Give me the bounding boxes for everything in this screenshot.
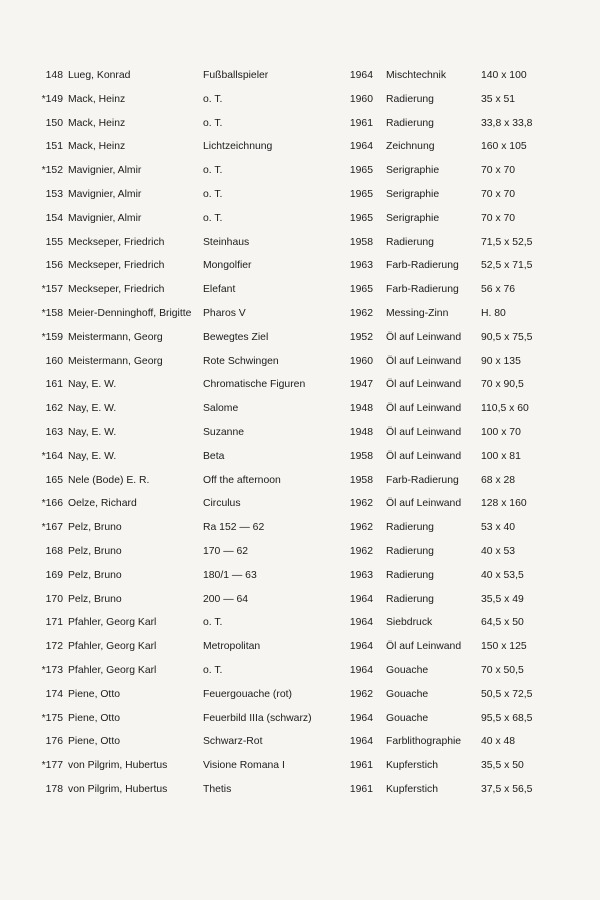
work-size: 35,5 x 50	[481, 760, 524, 772]
work-technique: Öl auf Leinwand	[386, 355, 462, 367]
artist-name: Pelz, Bruno	[68, 522, 122, 534]
work-size: 100 x 70	[481, 426, 521, 438]
work-title: Elefant	[203, 284, 236, 296]
work-year: 1964	[349, 617, 373, 629]
catalog-row	[0, 88, 600, 112]
catalog-number: *152	[41, 165, 63, 177]
work-size: 70 x 70	[481, 188, 516, 200]
work-title: Feuerbild IIIa (schwarz)	[203, 712, 312, 724]
work-year: 1962	[349, 545, 373, 557]
artist-name: Pelz, Bruno	[68, 569, 122, 581]
work-size: 33,8 x 33,8	[481, 117, 533, 129]
artist-name: Meckseper, Friedrich	[68, 284, 165, 296]
work-size: 90 x 135	[481, 355, 521, 367]
work-technique: Gouache	[386, 688, 429, 700]
work-title: Visione Romana I	[203, 760, 285, 772]
work-technique: Serigraphie	[386, 212, 440, 224]
catalog-row	[0, 326, 600, 350]
catalog-row	[0, 254, 600, 278]
catalog-number: *157	[41, 284, 63, 296]
work-size: 64,5 x 50	[481, 617, 524, 629]
catalog-row	[0, 183, 600, 207]
work-title: Bewegtes Ziel	[203, 331, 269, 343]
work-title: Suzanne	[203, 426, 245, 438]
artist-name: Nele (Bode) E. R.	[68, 474, 150, 486]
work-year: 1965	[349, 188, 373, 200]
artist-name: Meckseper, Friedrich	[68, 260, 165, 272]
work-technique: Radierung	[386, 117, 434, 129]
work-size: 160 x 105	[481, 141, 527, 153]
work-technique: Radierung	[386, 545, 434, 557]
catalog-row	[0, 64, 600, 88]
artist-name: Mack, Heinz	[68, 141, 126, 153]
work-technique: Kupferstich	[386, 783, 438, 795]
catalog-number: 155	[45, 236, 63, 248]
work-size: 71,5 x 52,5	[481, 236, 533, 248]
work-size: 90,5 x 75,5	[481, 331, 533, 343]
work-technique: Kupferstich	[386, 760, 438, 772]
work-title: o. T.	[203, 93, 223, 105]
work-title: Lichtzeichnung	[203, 141, 273, 153]
catalog-number: *159	[41, 331, 63, 343]
work-year: 1962	[349, 522, 373, 534]
catalog-number: 171	[45, 617, 63, 629]
catalog-row	[0, 516, 600, 540]
artist-name: Mavignier, Almir	[68, 165, 142, 177]
work-technique: Mischtechnik	[386, 70, 447, 81]
artist-name: Nay, E. W.	[68, 379, 117, 391]
work-year: 1965	[349, 212, 373, 224]
work-size: 50,5 x 72,5	[481, 688, 533, 700]
artist-name: Nay, E. W.	[68, 426, 117, 438]
catalog-number: 170	[45, 593, 63, 605]
catalog-row	[0, 397, 600, 421]
artist-name: Mack, Heinz	[68, 93, 126, 105]
work-technique: Öl auf Leinwand	[386, 426, 462, 438]
work-technique: Öl auf Leinwand	[386, 403, 462, 415]
work-technique: Öl auf Leinwand	[386, 450, 462, 462]
work-year: 1965	[349, 284, 373, 296]
work-technique: Radierung	[386, 236, 434, 248]
work-technique: Radierung	[386, 93, 434, 105]
work-year: 1964	[349, 736, 373, 748]
catalog-number: 165	[45, 474, 63, 486]
work-year: 1962	[349, 498, 373, 510]
catalog-row	[0, 492, 600, 516]
catalog-row	[0, 754, 600, 778]
work-year: 1958	[349, 236, 373, 248]
work-technique: Farb-Radierung	[386, 284, 459, 296]
artist-name: Meckseper, Friedrich	[68, 236, 165, 248]
work-title: o. T.	[203, 617, 223, 629]
work-year: 1962	[349, 307, 373, 319]
catalog-number: 160	[45, 355, 63, 367]
work-size: 100 x 81	[481, 450, 521, 462]
work-technique: Farb-Radierung	[386, 474, 459, 486]
catalog-number: *167	[41, 522, 63, 534]
catalog-number: 178	[45, 783, 63, 795]
work-title: Circulus	[203, 498, 241, 510]
catalog-number: *164	[41, 450, 63, 462]
catalog-list	[0, 64, 600, 802]
artist-name: Piene, Otto	[68, 712, 120, 724]
work-title: o. T.	[203, 212, 223, 224]
work-size: 52,5 x 71,5	[481, 260, 533, 272]
work-size: H. 80	[481, 307, 506, 319]
work-year: 1961	[349, 783, 373, 795]
work-title: Off the afternoon	[203, 474, 281, 486]
work-year: 1961	[349, 760, 373, 772]
work-size: 70 x 70	[481, 212, 516, 224]
work-size: 40 x 48	[481, 736, 516, 748]
artist-name: Pelz, Bruno	[68, 593, 122, 605]
work-year: 1964	[349, 712, 373, 724]
work-technique: Messing-Zinn	[386, 307, 449, 319]
work-size: 56 x 76	[481, 284, 516, 296]
catalog-row	[0, 231, 600, 255]
catalog-number: 172	[45, 641, 63, 653]
work-year: 1964	[349, 141, 373, 153]
work-technique: Öl auf Leinwand	[386, 641, 462, 653]
artist-name: Nay, E. W.	[68, 403, 117, 415]
work-technique: Zeichnung	[386, 141, 435, 153]
artist-name: Pfahler, Georg Karl	[68, 664, 157, 676]
work-title: Fußballspieler	[203, 70, 269, 81]
catalog-number: 161	[45, 379, 63, 391]
work-title: 200 — 64	[203, 593, 249, 605]
artist-name: Pfahler, Georg Karl	[68, 617, 157, 629]
work-technique: Radierung	[386, 569, 434, 581]
catalog-row	[0, 302, 600, 326]
work-size: 140 x 100	[481, 70, 527, 81]
catalog-row	[0, 540, 600, 564]
catalog-number: 174	[45, 688, 63, 700]
catalog-row	[0, 159, 600, 183]
catalog-number: 156	[45, 260, 63, 272]
work-title: o. T.	[203, 188, 223, 200]
work-technique: Gouache	[386, 712, 429, 724]
work-title: o. T.	[203, 664, 223, 676]
work-title: Beta	[203, 450, 225, 462]
work-technique: Öl auf Leinwand	[386, 498, 462, 510]
work-year: 1960	[349, 93, 373, 105]
work-technique: Farblithographie	[386, 736, 462, 748]
work-year: 1963	[349, 260, 373, 272]
work-title: Steinhaus	[203, 236, 250, 248]
work-size: 40 x 53,5	[481, 569, 524, 581]
catalog-number: 162	[45, 403, 63, 415]
work-technique: Gouache	[386, 664, 429, 676]
work-year: 1958	[349, 474, 373, 486]
catalog-row	[0, 707, 600, 731]
catalog-number: *175	[41, 712, 63, 724]
catalog-number: *173	[41, 664, 63, 676]
catalog-number: 163	[45, 426, 63, 438]
catalog-row	[0, 445, 600, 469]
work-size: 128 x 160	[481, 498, 527, 510]
catalog-number: 154	[45, 212, 63, 224]
work-year: 1948	[349, 426, 373, 438]
work-year: 1964	[349, 664, 373, 676]
work-size: 70 x 70	[481, 165, 516, 177]
catalog-number: *158	[41, 307, 63, 319]
work-title: o. T.	[203, 117, 223, 129]
work-size: 37,5 x 56,5	[481, 783, 533, 795]
work-year: 1964	[349, 641, 373, 653]
catalog-number: 176	[45, 736, 63, 748]
work-technique: Radierung	[386, 522, 434, 534]
work-title: Thetis	[203, 783, 232, 795]
artist-name: Pelz, Bruno	[68, 545, 122, 557]
work-title: Chromatische Figuren	[203, 379, 306, 391]
work-year: 1964	[349, 70, 373, 81]
work-size: 35 x 51	[481, 93, 516, 105]
catalog-row	[0, 611, 600, 635]
catalog-row	[0, 112, 600, 136]
work-title: 170 — 62	[203, 545, 249, 557]
artist-name: Lueg, Konrad	[68, 70, 131, 81]
catalog-number: *177	[41, 760, 63, 772]
work-technique: Siebdruck	[386, 617, 433, 629]
artist-name: Oelze, Richard	[68, 498, 137, 510]
catalog-row	[0, 659, 600, 683]
catalog-row	[0, 683, 600, 707]
catalog-number: *166	[41, 498, 63, 510]
artist-name: Mavignier, Almir	[68, 212, 142, 224]
artist-name: Meier-Denninghoff, Brigitte	[68, 307, 192, 319]
work-title: Salome	[203, 403, 239, 415]
work-technique: Öl auf Leinwand	[386, 379, 462, 391]
work-year: 1961	[349, 117, 373, 129]
catalog-number: 153	[45, 188, 63, 200]
artist-name: Pfahler, Georg Karl	[68, 641, 157, 653]
work-title: 180/1 — 63	[203, 569, 257, 581]
work-size: 35,5 x 49	[481, 593, 524, 605]
work-title: Metropolitan	[203, 641, 261, 653]
work-size: 40 x 53	[481, 545, 516, 557]
work-size: 150 x 125	[481, 641, 527, 653]
work-size: 70 x 50,5	[481, 664, 524, 676]
catalog-row	[0, 135, 600, 159]
work-year: 1958	[349, 450, 373, 462]
artist-name: Mavignier, Almir	[68, 188, 142, 200]
work-technique: Öl auf Leinwand	[386, 331, 462, 343]
artist-name: Meistermann, Georg	[68, 331, 163, 343]
work-year: 1962	[349, 688, 373, 700]
artist-name: Piene, Otto	[68, 736, 120, 748]
work-year: 1964	[349, 593, 373, 605]
catalog-row	[0, 373, 600, 397]
catalog-row	[0, 421, 600, 445]
catalog-number: 168	[45, 545, 63, 557]
work-size: 68 x 28	[481, 474, 516, 486]
artist-name: Piene, Otto	[68, 688, 120, 700]
catalog-row	[0, 350, 600, 374]
catalog-number: 148	[45, 70, 63, 81]
work-year: 1960	[349, 355, 373, 367]
catalog-row	[0, 564, 600, 588]
catalog-row	[0, 278, 600, 302]
artist-name: von Pilgrim, Hubertus	[68, 760, 168, 772]
work-size: 70 x 90,5	[481, 379, 524, 391]
catalog-row	[0, 778, 600, 802]
artist-name: Nay, E. W.	[68, 450, 117, 462]
catalog-number: 151	[45, 141, 63, 153]
work-size: 53 x 40	[481, 522, 516, 534]
work-technique: Radierung	[386, 593, 434, 605]
artist-name: Mack, Heinz	[68, 117, 126, 129]
work-year: 1965	[349, 165, 373, 177]
catalog-row	[0, 469, 600, 493]
catalog-number: *149	[41, 93, 63, 105]
catalog-row	[0, 207, 600, 231]
work-title: Schwarz-Rot	[203, 736, 263, 748]
artist-name: Meistermann, Georg	[68, 355, 163, 367]
work-technique: Serigraphie	[386, 188, 440, 200]
work-title: Rote Schwingen	[203, 355, 279, 367]
catalog-number: 169	[45, 569, 63, 581]
work-title: Pharos V	[203, 307, 246, 319]
work-year: 1947	[349, 379, 373, 391]
work-size: 110,5 x 60	[481, 403, 529, 415]
work-title: o. T.	[203, 165, 223, 177]
artist-name: von Pilgrim, Hubertus	[68, 783, 168, 795]
catalog-number: 150	[45, 117, 63, 129]
catalog-row	[0, 730, 600, 754]
work-title: Mongolfier	[203, 260, 252, 272]
work-technique: Serigraphie	[386, 165, 440, 177]
catalog-row	[0, 588, 600, 612]
work-year: 1948	[349, 403, 373, 415]
work-technique: Farb-Radierung	[386, 260, 459, 272]
work-size: 95,5 x 68,5	[481, 712, 533, 724]
catalog-row	[0, 635, 600, 659]
work-year: 1963	[349, 569, 373, 581]
work-title: Ra 152 — 62	[203, 522, 265, 534]
work-year: 1952	[349, 331, 373, 343]
work-title: Feuergouache (rot)	[203, 688, 292, 700]
